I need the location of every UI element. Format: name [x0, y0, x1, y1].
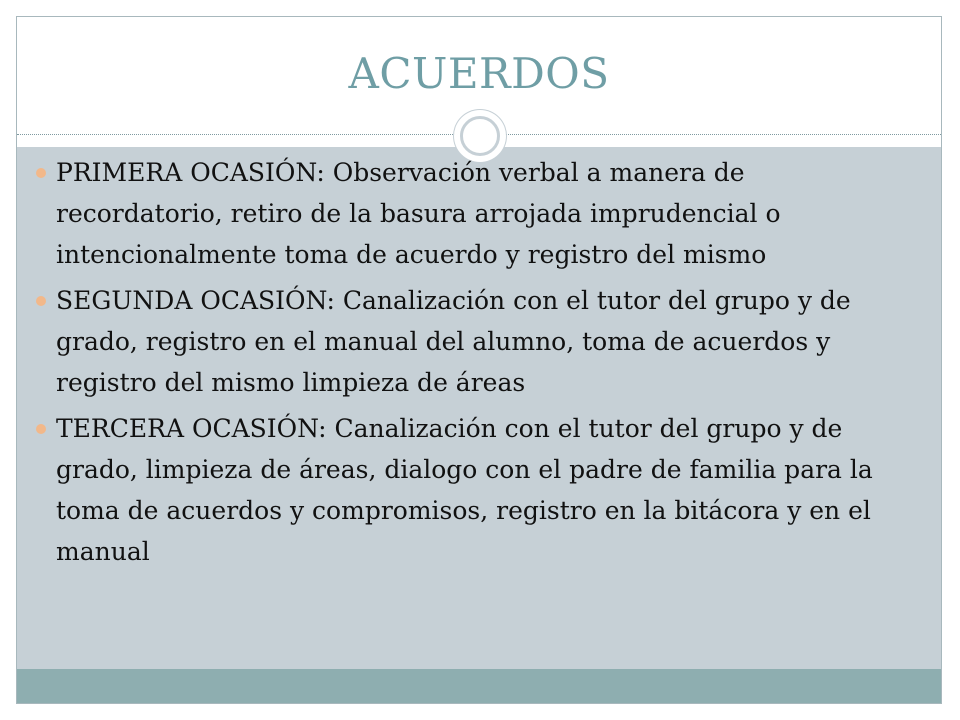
bullet-item-primera: [36, 152, 906, 275]
bullet-dot-icon: [36, 296, 46, 306]
bullet-dot-icon: [36, 424, 46, 434]
bullet-text: PRIMERA OCASIÓN: Observación verbal a manera de recordatorio, retiro de la basura arrojada imprudencial o intencionalmente toma de acuerdo y registro del mismo: [56, 158, 781, 269]
bullet-text: TERCERA OCASIÓN: Canalización con el tutor del grupo y de grado, limpieza de áreas, dialogo con el padre de familia para la toma de acuerdos y compromisos, registro en la bitácora y en el manual: [56, 414, 873, 566]
bullet-dot-icon: [36, 168, 46, 178]
bullet-list: [36, 152, 906, 577]
footer-band: [17, 669, 941, 703]
bullet-item-segunda: [36, 280, 906, 403]
ring-icon: [460, 116, 500, 156]
bullet-item-tercera: [36, 408, 906, 572]
slide-title: ACUERDOS: [348, 49, 610, 98]
bullet-text: SEGUNDA OCASIÓN: Canalización con el tutor del grupo y de grado, registro en el manual del alumno, toma de acuerdos y registro del mismo limpieza de áreas: [56, 286, 851, 397]
